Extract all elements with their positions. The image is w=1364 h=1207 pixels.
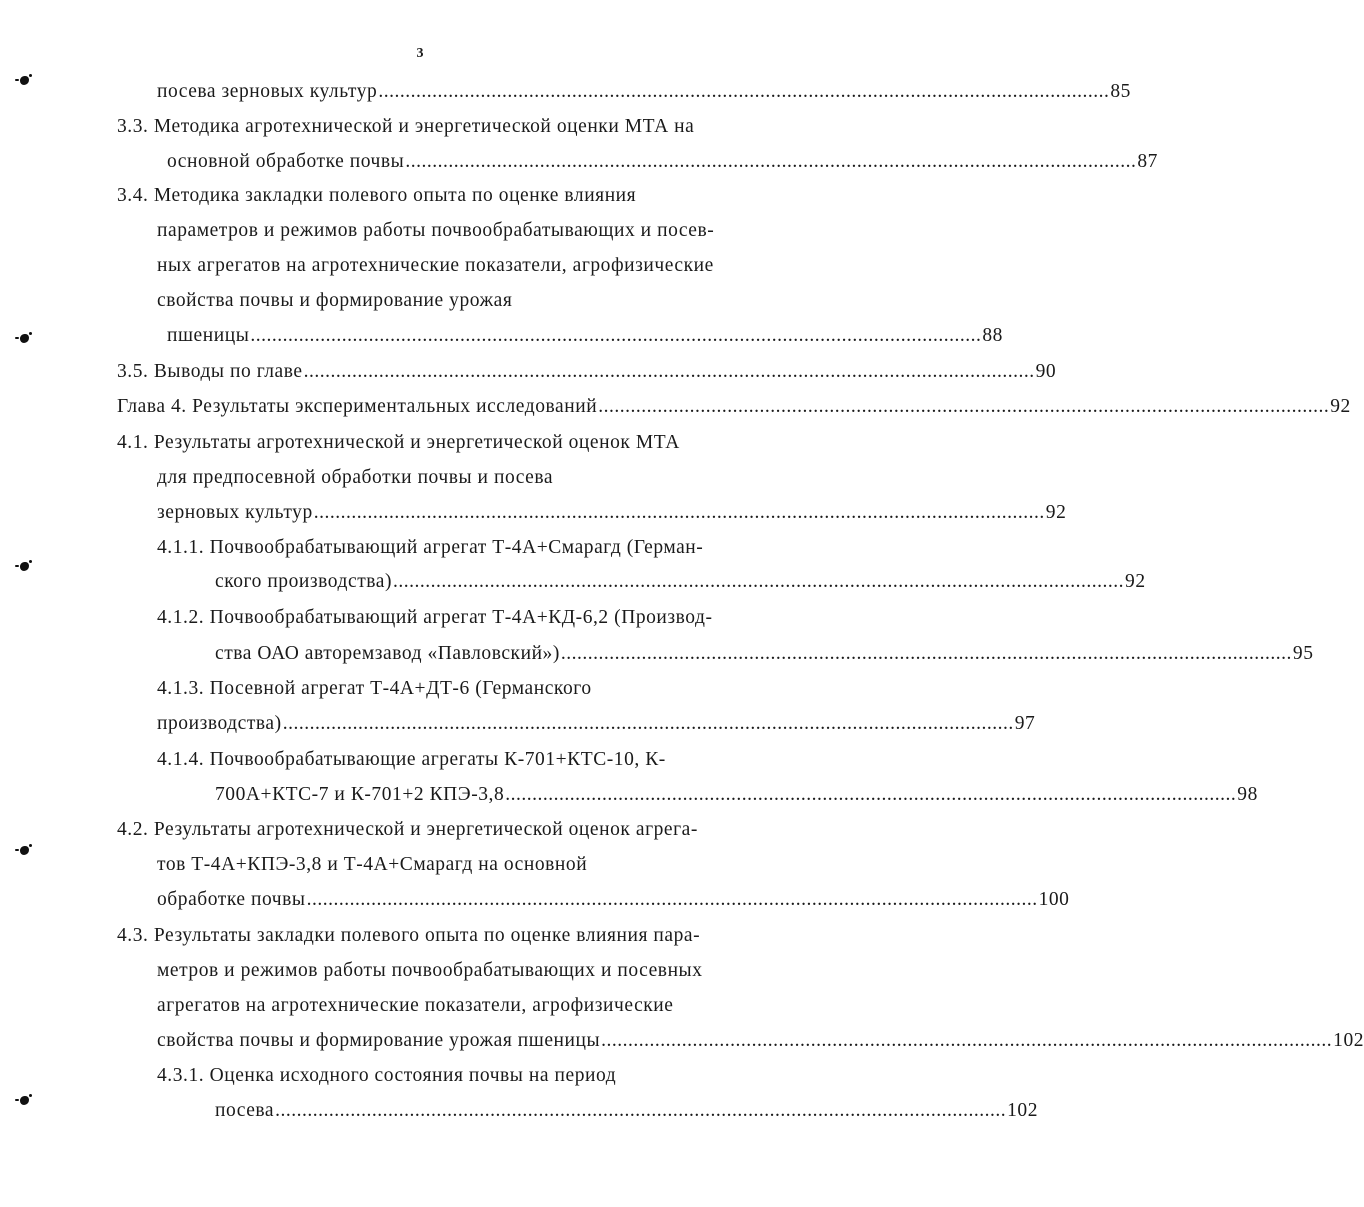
toc-entry: 3.3. Методика агротехнической и энергетической оценки МТА на (117, 116, 695, 137)
dot-leader: ........................................................................................................................................ (505, 784, 1237, 805)
toc-page-number: 90 (1035, 361, 1057, 382)
toc-page-number: 102 (1333, 1030, 1364, 1051)
toc-entry: 700А+КТС-7 и К-701+2 КПЭ-3,8 ........................................................................................................................................ 98 (215, 781, 753, 809)
toc-page-number: 98 (1237, 784, 1258, 805)
dot-leader: ........................................................................................................................................ (313, 502, 1045, 523)
toc-entry: 4.2. Результаты агротехнической и энергетической оценок агрега- (117, 819, 698, 840)
toc-page-number: 92 (1125, 571, 1146, 592)
toc-entry: 4.1.2. Почвообрабатывающий агрегат Т-4А+КД-6,2 (Производ- (157, 607, 713, 628)
toc-entry: ных агрегатов на агротехнические показатели, агрофизические (157, 255, 714, 276)
dot-leader: ........................................................................................................................................ (598, 396, 1330, 417)
toc-entry: 3.4. Методика закладки полевого опыта по оценке влияния (117, 185, 637, 206)
dot-leader: ........................................................................................................................................ (282, 713, 1014, 734)
toc-entry: для предпосевной обработки почвы и посева (157, 467, 554, 488)
toc-entry: ства ОАО авторемзавод «Павловский») ........................................................................................................................................ 95 (215, 640, 753, 668)
toc-entry: 4.3.1. Оценка исходного состояния почвы на период (157, 1065, 617, 1086)
toc-entry: посева зерновых культур ........................................................................................................................................ 85 (157, 78, 753, 106)
dot-leader: ........................................................................................................................................ (393, 571, 1125, 592)
toc-page-number: 92 (1330, 396, 1351, 417)
toc-page-number: 102 (1007, 1100, 1039, 1121)
dot-leader: ........................................................................................................................................ (601, 1030, 1333, 1051)
toc-entry: агрегатов на агротехнические показатели, агрофизические (157, 995, 674, 1016)
toc-page-number: 88 (982, 325, 1003, 346)
toc-entry: пшеницы ........................................................................................................................................ 88 (167, 322, 753, 350)
toc-entry: свойства почвы и формирование урожая пшеницы ........................................................................................................................................ 102 (157, 1027, 753, 1055)
dot-leader: ........................................................................................................................................ (378, 81, 1110, 102)
toc-entry: 4.1.3. Посевной агрегат Т-4А+ДТ-6 (Германского (157, 678, 592, 699)
toc-page-number: 87 (1137, 151, 1158, 172)
toc-entry: ского производства) ........................................................................................................................................ 92 (215, 568, 753, 596)
toc-entry: обработке почвы ........................................................................................................................................ 100 (157, 886, 753, 914)
toc-entry: свойства почвы и формирование урожая (157, 290, 513, 311)
toc-entry: метров и режимов работы почвообрабатывающих и посевных (157, 960, 703, 981)
dot-leader: ........................................................................................................................................ (306, 889, 1038, 910)
toc-page-number: 100 (1038, 889, 1070, 910)
toc-entry: 4.1. Результаты агротехнической и энергетической оценок МТА (117, 432, 680, 453)
dot-leader: ........................................................................................................................................ (560, 643, 1292, 664)
dot-leader: ........................................................................................................................................ (303, 361, 1035, 382)
toc-entry: основной обработке почвы ........................................................................................................................................ 87 (167, 148, 753, 176)
punch-hole-mark (20, 846, 29, 855)
page-number: 3 (416, 46, 424, 61)
toc-page-number: 92 (1045, 502, 1067, 523)
dot-leader: ........................................................................................................................................ (275, 1100, 1007, 1121)
toc-entry: 3.5. Выводы по главе ........................................................................................................................................ 90 (117, 358, 753, 386)
toc-page-number: 97 (1014, 713, 1036, 734)
punch-hole-mark (20, 562, 29, 571)
toc-entry: производства) ........................................................................................................................................ 97 (157, 710, 753, 738)
punch-hole-mark (20, 334, 29, 343)
toc-entry: 4.1.4. Почвообрабатывающие агрегаты К-701+КТС-10, К- (157, 749, 666, 770)
toc-entry: посева ........................................................................................................................................ 102 (215, 1097, 753, 1125)
toc-entry: тов Т-4А+КПЭ-3,8 и Т-4А+Смарагд на основной (157, 854, 588, 875)
toc-entry: зерновых культур ........................................................................................................................................ 92 (157, 499, 753, 527)
toc-page-number: 85 (1110, 81, 1131, 102)
toc-entry: параметров и режимов работы почвообрабатывающих и посев- (157, 220, 715, 241)
toc-entry: 4.1.1. Почвообрабатывающий агрегат Т-4А+Смарагд (Герман- (157, 537, 704, 558)
punch-hole-mark (20, 76, 29, 85)
toc-entry: Глава 4. Результаты экспериментальных исследований ........................................................................................................................................ 92 (117, 393, 753, 421)
toc-page-number: 95 (1292, 643, 1314, 664)
dot-leader: ........................................................................................................................................ (405, 151, 1137, 172)
toc-entry: 4.3. Результаты закладки полевого опыта по оценке влияния пара- (117, 925, 701, 946)
punch-hole-mark (20, 1096, 29, 1105)
dot-leader: ........................................................................................................................................ (250, 325, 982, 346)
